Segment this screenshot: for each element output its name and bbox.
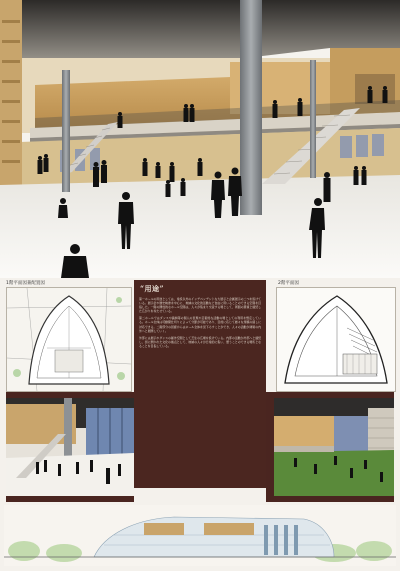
floor1-plan-label: 1階平面図兼配置図 <box>6 281 45 286</box>
concept-title: “用途” <box>140 284 165 293</box>
concept-text-panel <box>134 280 266 488</box>
hero-interior-render <box>0 0 400 278</box>
main-column <box>240 0 262 215</box>
building-elevation <box>4 505 396 566</box>
floor1-plan <box>6 287 132 392</box>
hall-interior-thumbnail <box>6 398 134 496</box>
concept-paragraph-1: 第一ホールの用途としては、常設以外のインデペンデントな大展示と企画展示の二つを設けている。展示会や歴史映像を中心に、地域の文化的活動など自由に用いることのできる空間を目指した。一階の開放的なホール空間は、人々が集まり交流する場として、周囲の環境と連続した広がりを持たせている。 <box>139 297 261 314</box>
floor2-plan <box>276 287 396 392</box>
concept-paragraph-2: 第二ホールではダンスや演劇等の個人の表現や芸術的な活動の場としての利用を想定している。ホール全体は可動間仕切りによって分節が可能であり、目的に応じて様々な規模の催しに対応できる。二階部分の回廊からはホール全体を見下ろすことができ、人々の活動が建築の内外へと展開していく。 <box>139 316 261 333</box>
concept-paragraph-3: 外部には展示やダンスの屋外空間として芝生の広場を設けている。内部の活動が外部へと連続し、街に開かれた文化の拠点として、地域の人々が日常的に集い、憩うことのできる場所となることを目指している。 <box>139 335 261 348</box>
floor2-plan-label: 2階平面図 <box>278 281 299 286</box>
courtyard-thumbnail <box>274 398 394 496</box>
